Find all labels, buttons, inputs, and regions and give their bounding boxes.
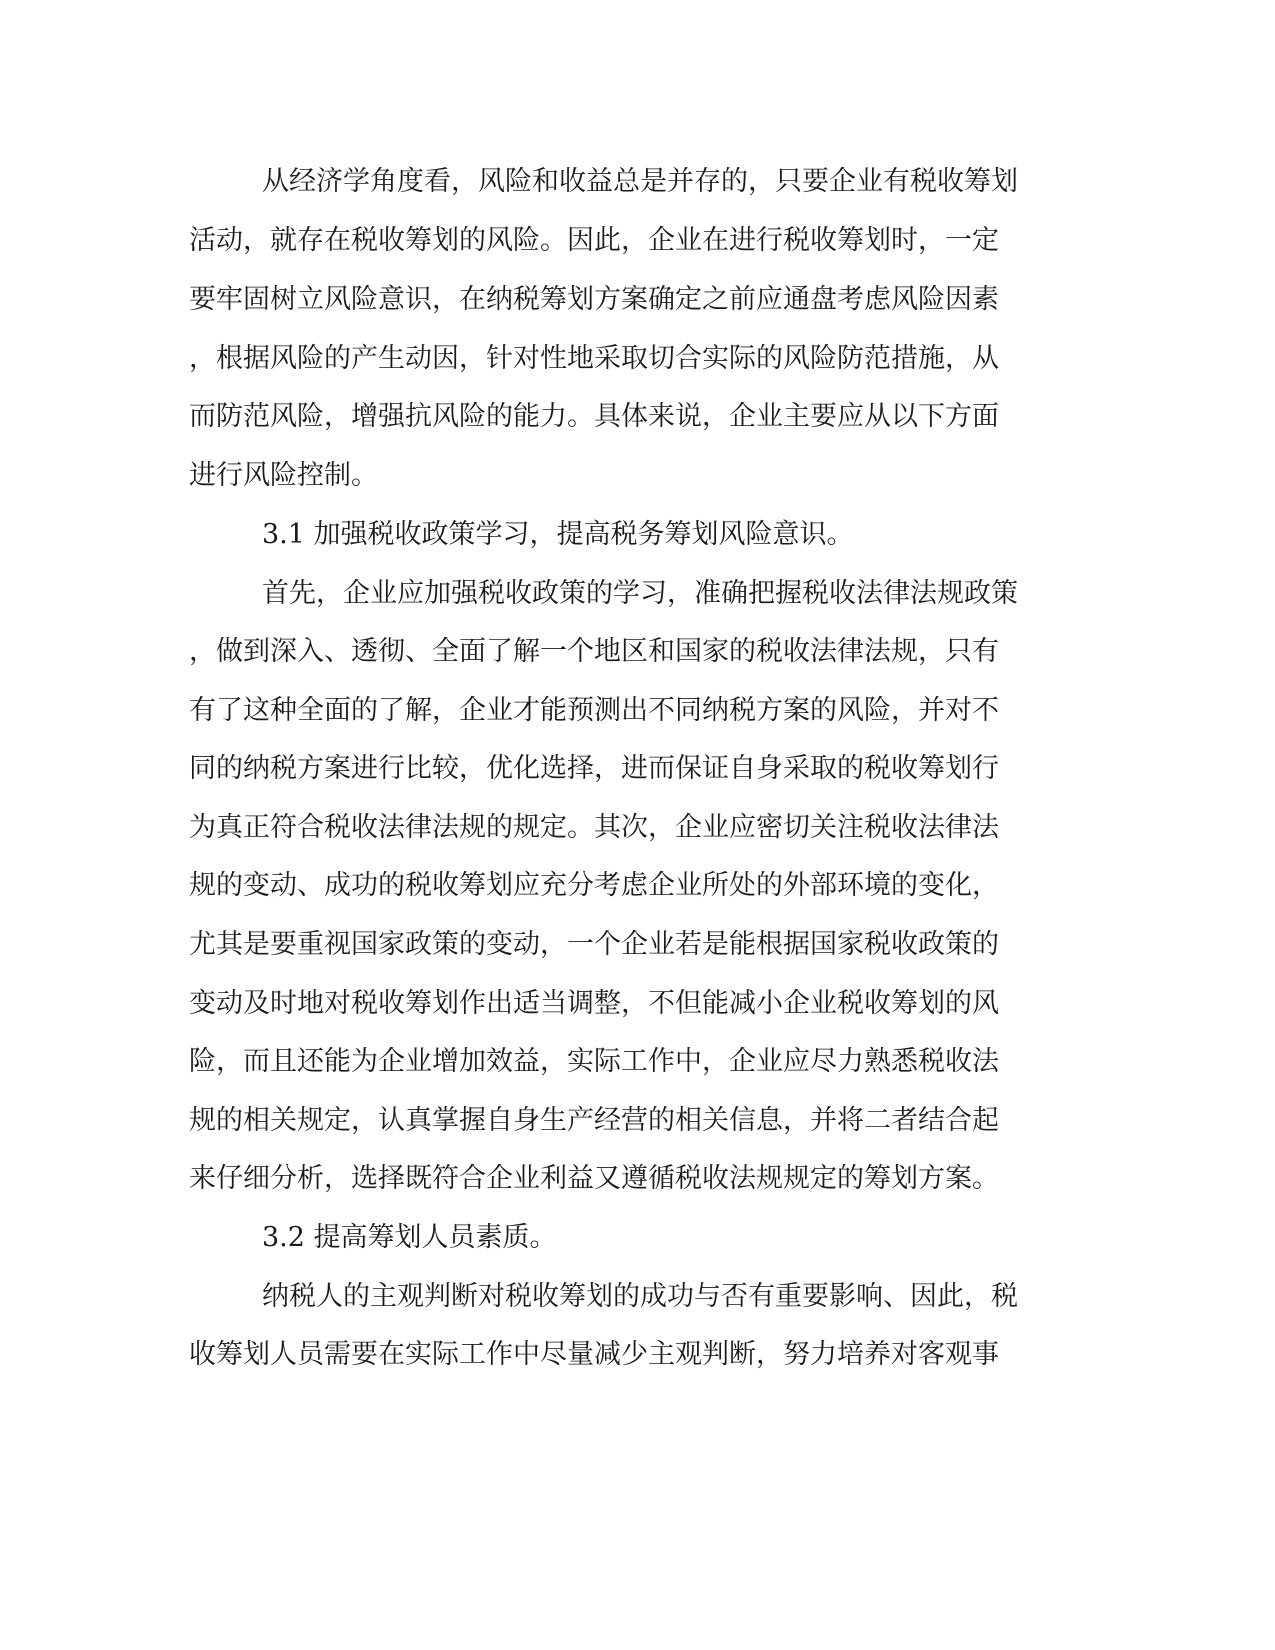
paragraph-2-line-4: 同的纳税方案进行比较，优化选择，进而保证自身采取的税收筹划行 <box>189 753 999 784</box>
paragraph-2-line-3: 有了这种全面的了解，企业才能预测出不同纳税方案的风险，并对不 <box>189 695 999 726</box>
paragraph-1-line-3: 要牢固树立风险意识，在纳税筹划方案确定之前应通盘考虑风险因素 <box>189 284 999 315</box>
paragraph-2-line-8: 变动及时地对税收筹划作出适当调整，不但能减小企业税收筹划的风 <box>189 988 999 1019</box>
paragraph-2-line-11: 来仔细分析，选择既符合企业利益又遵循税收法规规定的筹划方案。 <box>189 1163 999 1194</box>
section-heading-3-1: 3.1 加强税收政策学习，提高税务筹划风险意识。 <box>262 519 854 550</box>
paragraph-2-line-1: 首先，企业应加强税收政策的学习，准确把握税收法律法规政策 <box>262 578 1018 609</box>
paragraph-1-line-6: 进行风险控制。 <box>189 460 378 491</box>
paragraph-3-line-1: 纳税人的主观判断对税收筹划的成功与否有重要影响、因此，税 <box>262 1281 1018 1312</box>
paragraph-1-line-4: ，根据风险的产生动因，针对性地采取切合实际的风险防范措施，从 <box>189 343 999 374</box>
paragraph-3-line-2: 收筹划人员需要在实际工作中尽量减少主观判断，努力培养对客观事 <box>189 1339 999 1370</box>
paragraph-2-line-9: 险，而且还能为企业增加效益，实际工作中，企业应尽力熟悉税收法 <box>189 1046 999 1077</box>
paragraph-1-line-1: 从经济学角度看，风险和收益总是并存的，只要企业有税收筹划 <box>262 166 1018 197</box>
paragraph-2-line-10: 规的相关规定，认真掌握自身生产经营的相关信息，并将二者结合起 <box>189 1105 999 1136</box>
paragraph-2-line-6: 规的变动、成功的税收筹划应充分考虑企业所处的外部环境的变化， <box>189 870 999 901</box>
paragraph-2-line-2: ，做到深入、透彻、全面了解一个地区和国家的税收法律法规，只有 <box>189 636 999 667</box>
section-heading-3-2: 3.2 提高筹划人员素质。 <box>262 1222 557 1253</box>
paragraph-2-line-5: 为真正符合税收法律法规的规定。其次，企业应密切关注税收法律法 <box>189 812 999 843</box>
paragraph-1-line-2: 活动，就存在税收筹划的风险。因此，企业在进行税收筹划时，一定 <box>189 225 999 256</box>
paragraph-2-line-7: 尤其是要重视国家政策的变动，一个企业若是能根据国家税收政策的 <box>189 929 999 960</box>
paragraph-1-line-5: 而防范风险，增强抗风险的能力。具体来说，企业主要应从以下方面 <box>189 401 999 432</box>
